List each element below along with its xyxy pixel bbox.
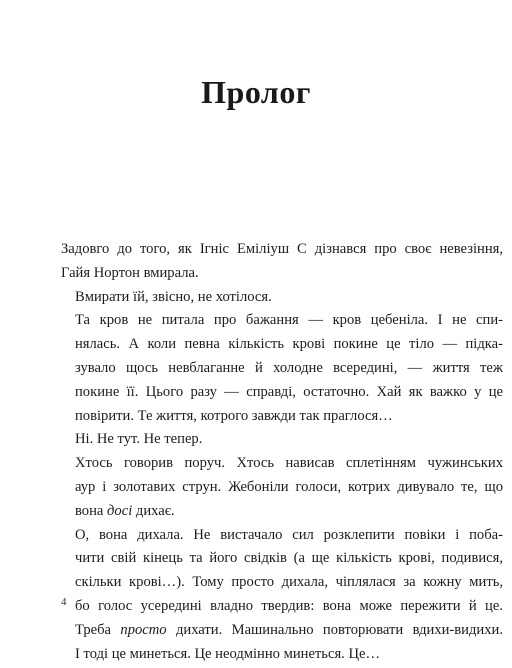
text-line: Вмирати їй, звісно, не хотілося. xyxy=(75,288,272,305)
chapter-title: Пролог xyxy=(201,74,311,110)
page-number: 4 xyxy=(61,596,67,608)
text-line: вона досі дихає. xyxy=(75,502,175,519)
text-line: бо голос усередині владно твердив: вона може пережити й це. xyxy=(75,597,503,614)
text-line: Ні. Не тут. Не тепер. xyxy=(75,431,203,448)
text-line: Хтось говорив поруч. Хтось нависав сплетінням чужинських xyxy=(75,455,503,472)
paragraph xyxy=(61,286,503,310)
emphasis: досі xyxy=(107,502,133,519)
text-line: зувало щось невблаганне й холодне всередині, — життя теж xyxy=(75,359,503,376)
text-line: аур і золотавих струн. Жебоніли голоси, котрих дивувало те, що xyxy=(75,478,503,495)
paragraph xyxy=(61,428,503,452)
text-line: Треба просто дихати. Машинально повторювати вдихи-видихи. xyxy=(75,621,503,638)
text-line: скільки крові…). Тому просто дихала, чіплялася за кожну мить, xyxy=(75,574,503,591)
text-line: повірити. Те життя, котрого завжди так праглося… xyxy=(75,407,393,424)
paragraph xyxy=(61,309,503,428)
text-line: нялась. А коли певна кількість крові покине це тіло — підка- xyxy=(75,336,503,353)
paragraph xyxy=(61,524,503,667)
text-line: О, вона дихала. Не вистачало сил розклепити повіки і поба- xyxy=(75,526,503,543)
text-line: чити свій кінець та його свідків (а ще кількість крові, подивися, xyxy=(75,550,503,567)
paragraph xyxy=(61,452,503,523)
chapter-body xyxy=(61,238,503,666)
text-line: покине її. Цього разу — справді, остаточно. Хай як важко у це xyxy=(75,383,503,400)
emphasis: просто xyxy=(120,621,167,638)
text-line: Гайя Нортон вмирала. xyxy=(61,264,199,281)
text-line: І тоді це минеться. Це неодмінно минеться. Це… xyxy=(75,645,381,662)
text-line: Задовго до того, як Ігніс Еміліуш С дізнався про своє невезіння, xyxy=(61,241,503,257)
text-line: Та кров не питала про бажання — кров цебеніла. І не спи- xyxy=(75,312,503,329)
paragraph xyxy=(61,238,503,286)
